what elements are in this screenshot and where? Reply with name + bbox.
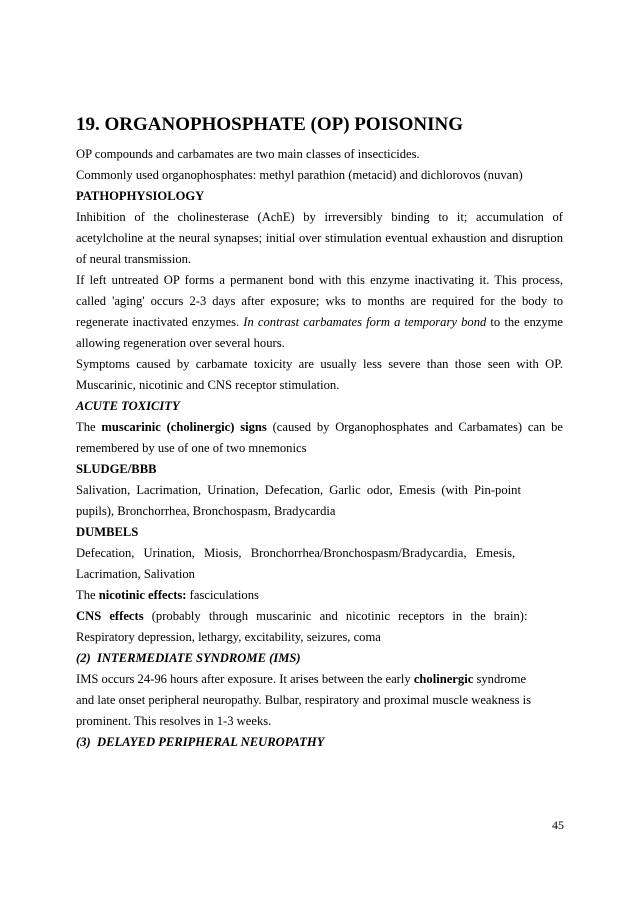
regeneration-text: to the enzyme allowing regeneration over several hours. xyxy=(76,315,564,350)
cns-text-b: (probably through muscarinic and nicotinic receptors in the brain): xyxy=(143,609,528,623)
page-number: 45 xyxy=(552,818,564,832)
acute-text-c: (caused by Organophosphates and Carbamates) can be remembered by use of one of two mnemonics xyxy=(76,420,563,455)
nicotinic-text-c: fasciculations xyxy=(186,588,259,602)
intro-line-1: OP compounds and carbamates are two main classes of insecticides. xyxy=(76,147,420,161)
cns-effects-term: CNS effects xyxy=(76,609,144,623)
cns-effects-line-1 xyxy=(76,606,563,627)
intro-line-2: Commonly used organophosphates: methyl parathion (metacid) and dichlorovos (nuvan) xyxy=(76,168,523,182)
pathophysiology-paragraph-1: Inhibition of the cholinesterase (AchE) by irreversibly binding to it; accumulation of acetylcholine at the neural synapses; initial over stimulation eventual exhaustion and disruption of neural transmission. xyxy=(76,210,563,266)
ims-line-1 xyxy=(76,669,563,690)
pathophysiology-paragraph-3: Symptoms caused by carbamate toxicity are usually less severe than those seen with OP. Muscarinic, nicotinic and CNS receptor stimulation. xyxy=(76,357,563,392)
ims-line-3: prominent. This resolves in 1-3 weeks. xyxy=(76,714,272,728)
nicotinic-effects-line xyxy=(76,585,563,606)
cholinergic-term: cholinergic xyxy=(413,672,474,686)
intermediate-syndrome-heading: (2) INTERMEDIATE SYNDROME (IMS) xyxy=(76,651,301,665)
aging-text: If left untreated OP forms a permanent bond with this enzyme inactivating it. This process, called 'aging' occurs 2-3 days after exposure; wks to months are required for the body to regenerate inactivated enzymes. xyxy=(76,273,563,329)
dumbels-heading: DUMBELS xyxy=(76,525,139,539)
cns-effects-line-2: Respiratory depression, lethargy, excitability, seizures, coma xyxy=(76,630,381,644)
sludge-line-2: pupils), Bronchorrhea, Bronchospasm, Bradycardia xyxy=(76,504,336,518)
carbamate-emphasis: In contrast carbamates form a temporary bond xyxy=(243,315,487,329)
pathophysiology-paragraph-2 xyxy=(76,270,563,354)
sludge-line-1: Salivation, Lacrimation, Urination, Defecation, Garlic odor, Emesis (with Pin-point xyxy=(76,483,521,497)
nicotinic-text-a: The xyxy=(76,588,99,602)
pathophysiology-heading: PATHOPHYSIOLOGY xyxy=(76,189,205,203)
nicotinic-effects-term: nicotinic effects: xyxy=(98,588,187,602)
acute-toxicity-paragraph xyxy=(76,417,563,459)
acute-toxicity-heading: ACUTE TOXICITY xyxy=(76,399,180,413)
muscarinic-signs-term: muscarinic (cholinergic) signs xyxy=(101,420,267,434)
dumbels-line-1: Defecation, Urination, Miosis, Bronchorrhea/Bronchospasm/Bradycardia, Emesis, xyxy=(76,546,516,560)
page-title: 19. ORGANOPHOSPHATE (OP) POISONING xyxy=(76,114,464,135)
acute-text-a: The xyxy=(76,420,102,434)
page-content xyxy=(76,112,563,753)
sludge-heading: SLUDGE/BBB xyxy=(76,462,157,476)
delayed-neuropathy-heading: (3) DELAYED PERIPHERAL NEUROPATHY xyxy=(76,735,325,749)
dumbels-line-2: Lacrimation, Salivation xyxy=(76,567,195,581)
ims-text-a: IMS occurs 24-96 hours after exposure. It arises between the early xyxy=(76,672,414,686)
ims-line-2: and late onset peripheral neuropathy. Bulbar, respiratory and proximal muscle weakness is xyxy=(76,693,532,707)
ims-text-c: syndrome xyxy=(473,672,527,686)
